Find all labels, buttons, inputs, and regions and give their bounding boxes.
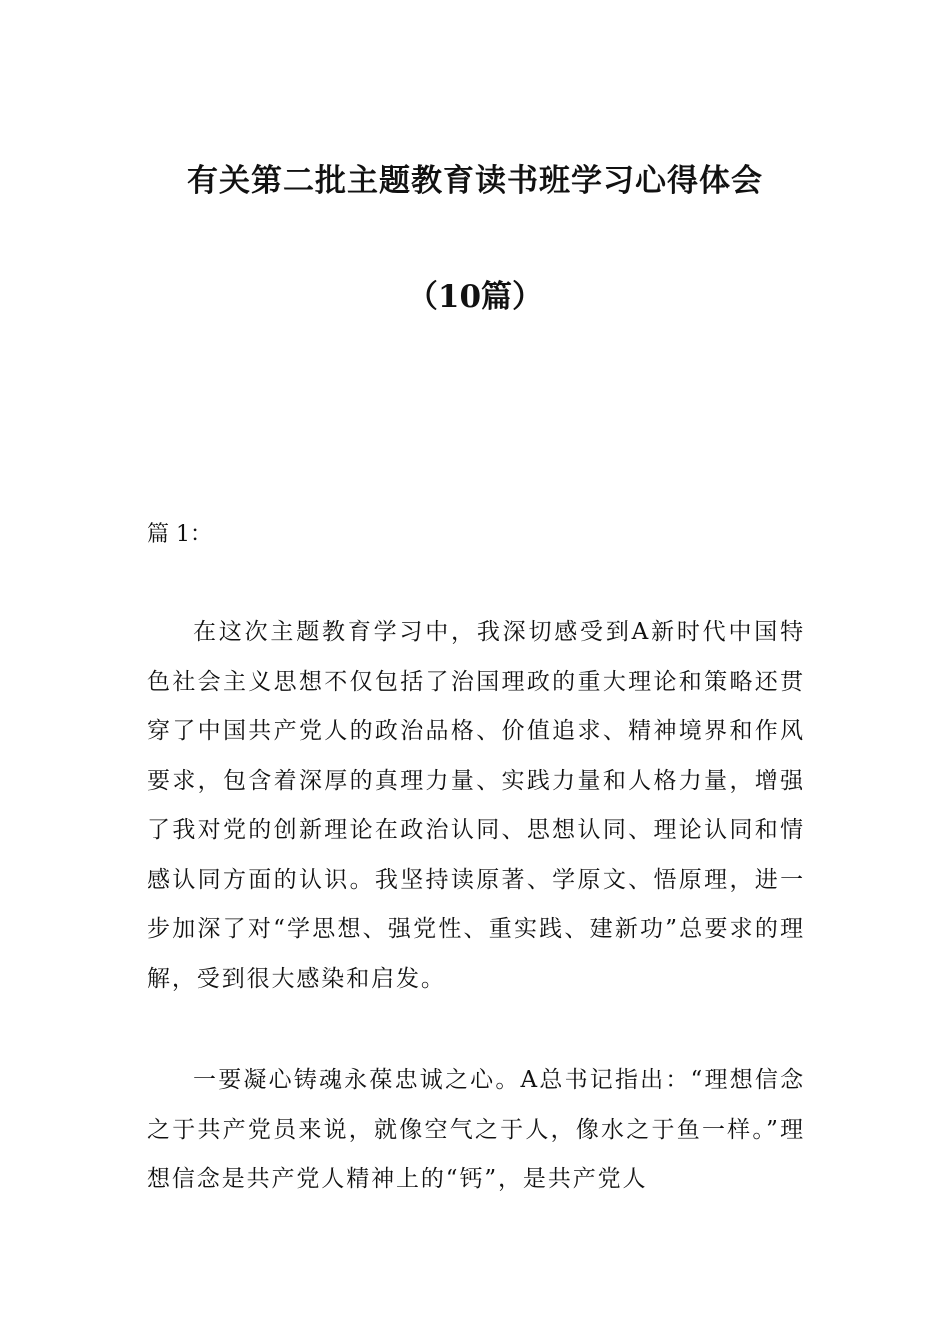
- paragraph-2: 一要凝心铸魂永葆忠诚之心。A总书记指出：“理想信念之于共产党员来说，就像空气之于人，像水之于鱼一样。”理想信念是共产党人精神上的“钙”，是共产党人: [147, 1067, 805, 1192]
- document-subtitle: （10篇）: [406, 279, 544, 315]
- section-label: 篇 1：: [147, 522, 212, 547]
- paragraph-1: 在这次主题教育学习中，我深切感受到A新时代中国特色社会主义思想不仅包括了治国理政的重大理论和策略还贯穿了中国共产党人的政治品格、价值追求、精神境界和作风要求，包含着深厚的真理力量、实践力量和人格力量，增强了我对党的创新理论在政治认同、思想认同、理论认同和情感认同方面的认识。我坚持读原著、学原文、悟原理，进一步加深了对“学思想、强党性、重实践、建新功”总要求的理解，受到很大感染和启发。: [147, 619, 805, 992]
- document-title: 有关第二批主题教育读书班学习心得体会: [187, 163, 763, 199]
